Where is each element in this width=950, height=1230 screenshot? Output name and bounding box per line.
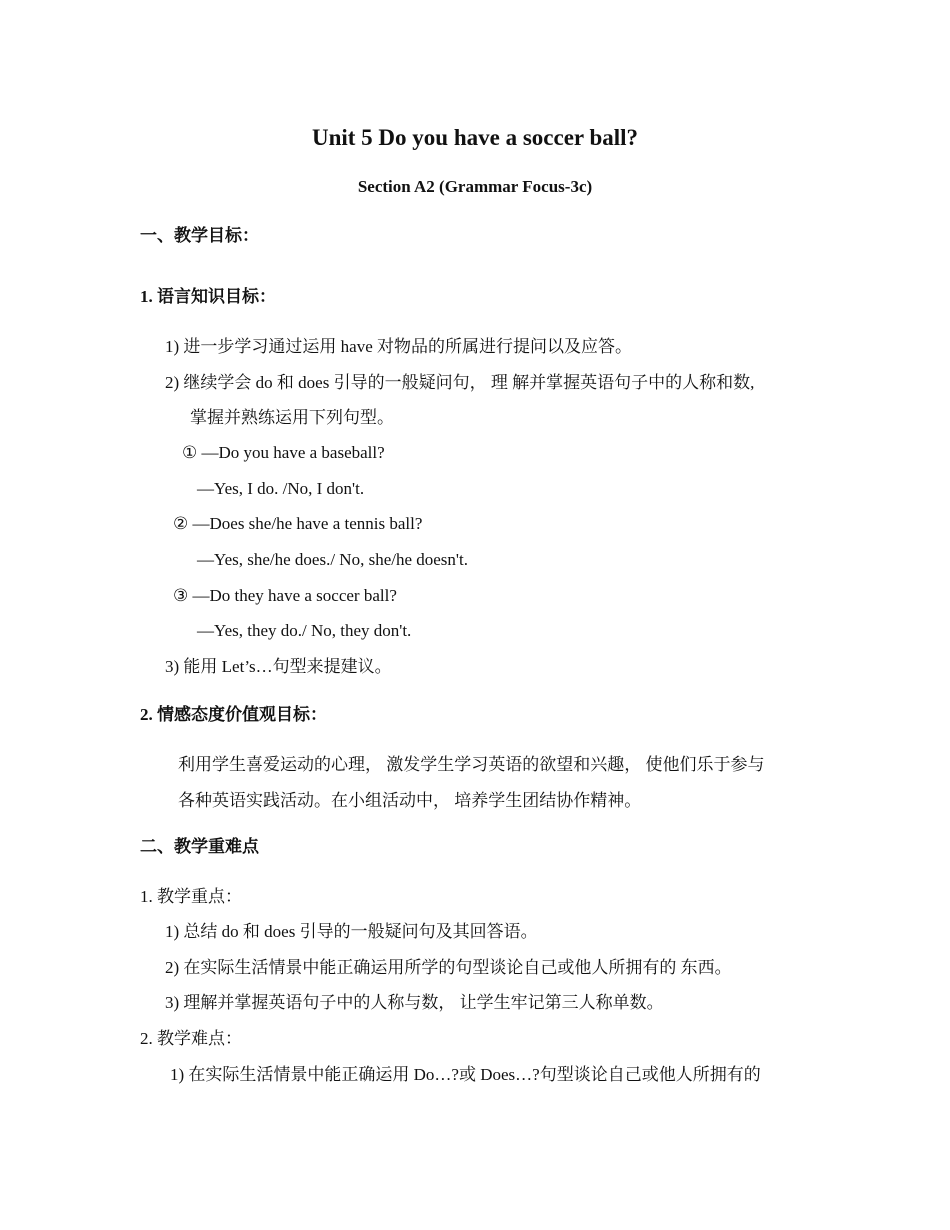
difficulties-label: 2. 教学难点： xyxy=(140,1029,242,1048)
example-answer: —Yes, I do. /No, I don't. xyxy=(197,479,365,498)
example-answer: —Yes, they do./ No, they don't. xyxy=(197,621,412,640)
example-question: ① —Do you have a baseball? xyxy=(182,443,385,462)
key-points-label: 1. 教学重点： xyxy=(140,887,242,906)
document-title: Unit 5 Do you have a soccer ball? xyxy=(311,125,639,150)
objective-item: 2) 继续学会 do 和 does 引导的一般疑问句， 理 解并掌握英语句子中的人称和数, xyxy=(165,373,755,392)
subheading-emotional-objectives: 2. 情感态度价值观目标： xyxy=(140,705,327,724)
example-question: ② —Does she/he have a tennis ball? xyxy=(173,514,423,533)
section-heading-key-points: 二、教学重难点 xyxy=(140,837,259,856)
key-point-item: 2) 在实际生活情景中能正确运用所学的句型谈论自己或他人所拥有的 东西。 xyxy=(165,958,732,977)
key-point-item: 3) 理解并掌握英语句子中的人称与数， 让学生牢记第三人称单数。 xyxy=(165,993,664,1012)
subheading-language-objectives: 1. 语言知识目标： xyxy=(140,287,276,306)
key-point-item: 1) 总结 do 和 does 引导的一般疑问句及其回答语。 xyxy=(165,922,538,941)
difficulty-item: 1) 在实际生活情景中能正确运用 Do…?或 Does…?句型谈论自己或他人所拥有的 xyxy=(170,1065,761,1084)
example-question: ③ —Do they have a soccer ball? xyxy=(173,586,397,605)
example-answer: —Yes, she/he does./ No, she/he doesn't. xyxy=(197,550,468,569)
paragraph-line: 利用学生喜爱运动的心理， 激发学生学习英语的欲望和兴趣， 使他们乐于参与 xyxy=(178,755,765,774)
paragraph-line: 各种英语实践活动。在小组活动中， 培养学生团结协作精神。 xyxy=(178,791,642,810)
section-heading-objectives: 一、教学目标： xyxy=(140,226,259,245)
document-subtitle: Section A2 (Grammar Focus-3c) xyxy=(357,177,593,196)
objective-item: 3) 能用 Let’s…句型来提建议。 xyxy=(165,657,392,676)
objective-item-continuation: 掌握并熟练运用下列句型。 xyxy=(190,408,394,427)
objective-item: 1) 进一步学习通过运用 have 对物品的所属进行提问以及应答。 xyxy=(165,337,633,356)
